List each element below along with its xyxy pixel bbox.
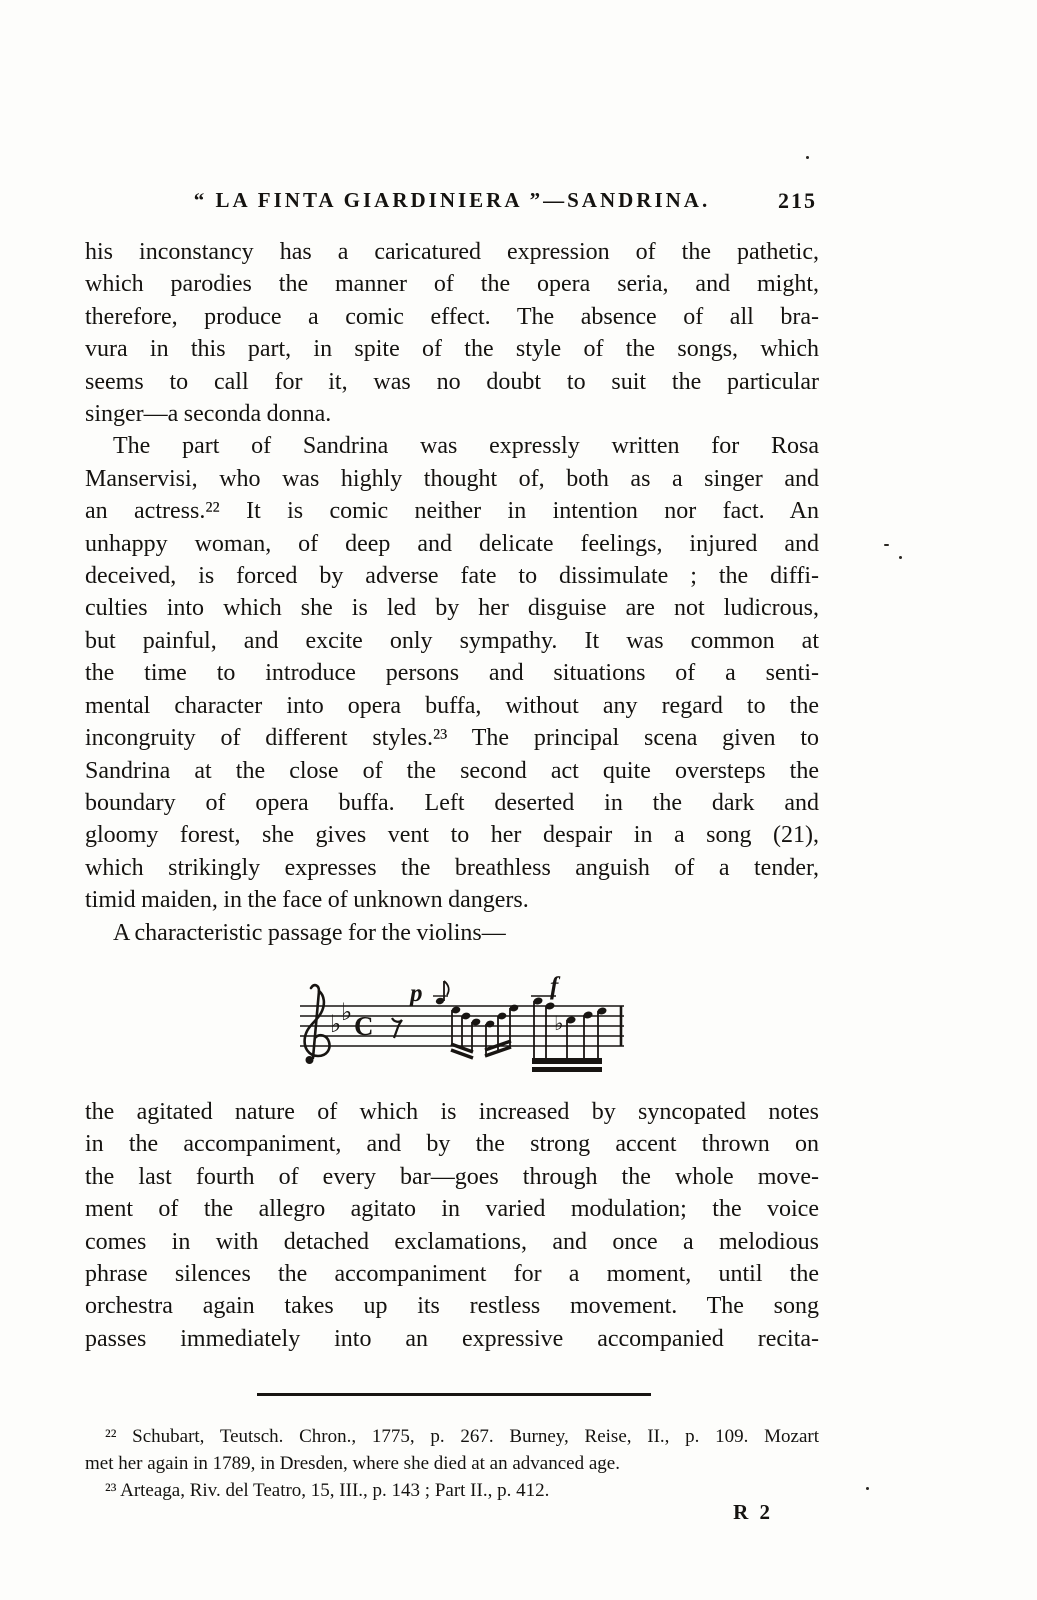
scan-speck <box>866 1487 869 1490</box>
text-line: boundary of opera buffa. Left deserted in the dark and <box>85 789 819 816</box>
rest-icon <box>392 1018 402 1038</box>
text-line: in the accompaniment, and by the strong accent thrown on <box>85 1131 819 1158</box>
paragraph <box>85 430 819 916</box>
footnote-divider <box>257 1393 651 1396</box>
text-line: timid maiden, in the face of unknown dangers. <box>85 887 529 914</box>
scan-speck <box>899 556 902 559</box>
music-staff-svg <box>288 968 632 1090</box>
text-line: singer—a seconda donna. <box>85 401 332 428</box>
text-line: Sandrina at the close of the second act quite oversteps the <box>85 757 819 784</box>
text-line: an actress.²² It is comic neither in intention nor fact. An <box>85 498 819 525</box>
paragraph <box>85 917 819 949</box>
paragraph <box>85 236 819 430</box>
text-line: seems to call for it, was no doubt to suit the particular <box>85 368 819 395</box>
text-line: ment of the allegro agitato in varied modulation; the voice <box>85 1196 819 1223</box>
scan-speck <box>806 156 809 159</box>
footnotes <box>85 1424 819 1504</box>
body-text-upper <box>85 236 819 949</box>
text-line: passes immediately into an expressive accompanied recita- <box>85 1325 819 1352</box>
dynamic-f: f <box>550 973 559 1000</box>
body-text-lower <box>85 1096 819 1355</box>
text-line: comes in with detached exclamations, and once a melodious <box>85 1228 819 1255</box>
text-line: the agitated nature of which is increased by syncopated notes <box>85 1099 819 1125</box>
text-line: unhappy woman, of deep and delicate feelings, injured and <box>85 530 819 557</box>
page-number: 215 <box>778 188 817 213</box>
time-signature: C <box>354 1011 374 1041</box>
text-line: phrase silences the accompaniment for a moment, until the <box>85 1261 819 1288</box>
signature-mark: R 2 <box>733 1500 773 1524</box>
text-line: vura in this part, in spite of the style of the songs, which <box>85 336 819 363</box>
chapter-title: “ LA FINTA GIARDINIERA ”—SANDRINA. <box>193 188 711 212</box>
text-line: mental character into opera buffa, without any regard to the <box>85 692 819 719</box>
text-line: incongruity of different styles.²³ The principal scena given to <box>85 725 819 752</box>
text-line: his inconstancy has a caricatured expression of the pathetic, <box>85 239 819 265</box>
text-line: culties into which she is led by her disguise are not ludicrous, <box>85 595 819 622</box>
text-line: the time to introduce persons and situations of a senti- <box>85 660 819 687</box>
paragraph <box>85 1096 819 1355</box>
text-line: ²² Schubart, Teutsch. Chron., 1775, p. 267. Burney, Reise, II., p. 109. Mozart <box>105 1426 819 1447</box>
text-line: therefore, produce a comic effect. The absence of all bra- <box>85 303 819 330</box>
text-line: which parodies the manner of the opera seria, and might, <box>85 271 819 298</box>
text-line: ²³ Arteaga, Riv. del Teatro, 15, III., p. 143 ; Part II., p. 412. <box>105 1479 550 1501</box>
flat-icon: ♭ <box>341 998 353 1026</box>
text-line: gloomy forest, she gives vent to her despair in a song (21), <box>85 822 819 849</box>
text-line: Manservisi, who was highly thought of, both as a singer and <box>85 465 819 492</box>
music-example <box>288 968 632 1090</box>
text-line: orchestra again takes up its restless movement. The song <box>85 1293 819 1320</box>
text-line: deceived, is forced by adverse fate to dissimulate ; the diffi- <box>85 563 819 590</box>
running-header <box>85 188 819 218</box>
treble-clef-icon <box>305 985 330 1064</box>
text-line: but painful, and excite only sympathy. It was common at <box>85 627 819 654</box>
footnote <box>85 1424 819 1478</box>
text-line: A characteristic passage for the violins— <box>113 919 506 946</box>
flat-icon: ♭ <box>330 1010 342 1038</box>
dynamic-p: p <box>410 980 423 1007</box>
scan-speck <box>884 544 889 546</box>
flat-icon: ♭ <box>554 1011 564 1035</box>
text-line: The part of Sandrina was expressly written for Rosa <box>113 433 819 460</box>
text-line: which strikingly expresses the breathless anguish of a tender, <box>85 854 819 881</box>
text-line: met her again in 1789, in Dresden, where she died at an advanced age. <box>85 1452 620 1474</box>
text-line: the last fourth of every bar—goes through the whole move- <box>85 1163 819 1190</box>
